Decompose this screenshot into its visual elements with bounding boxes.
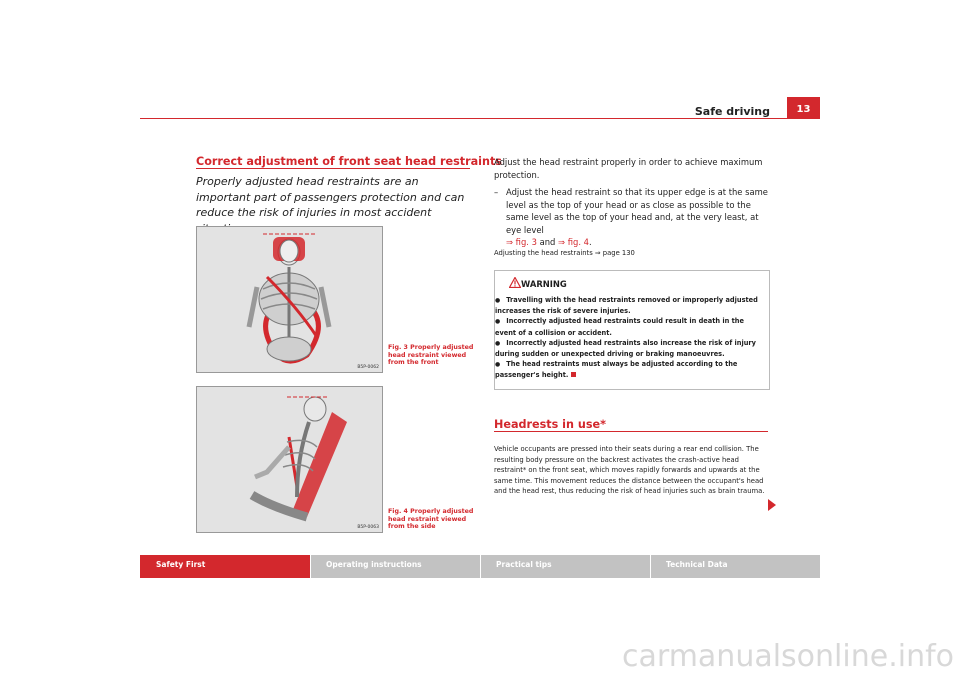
next-page-arrow-icon[interactable] (768, 499, 776, 511)
tab-practical-tips[interactable]: Practical tips (480, 555, 650, 578)
warning-box (494, 270, 770, 390)
section-lead: Properly adjusted head restraints are an important part of passengers protection and can reduce the risk of injuries in most accident (196, 175, 465, 219)
warning-item: ● Incorrectly adjusted head restraints could result in death in the event of a collision or accident. (495, 317, 744, 337)
bullet-icon: ● (495, 339, 501, 347)
step-text: Adjust the head restraint so that its upper edge is at the same level as the top of your head or as close as possible to the same level as the top of your head and, at the very least, at eye level (506, 187, 768, 235)
tab-divider (480, 555, 481, 578)
chapter-title: Safe driving (694, 105, 770, 118)
step-dash: – (494, 187, 499, 197)
section-title: Correct adjustment of front seat head restraints (196, 155, 502, 168)
watermark: carmanualsonline.info (622, 639, 954, 674)
section-body: Vehicle occupants are pressed into their seats during a rear end collision. The resulting body pressure on the backrest activates the crash-active head restraint* on the front seat, which moves rapidly forwards and upwards at the same time. This movement reduces the distance between the occupant's head and the head rest, thus reducing the risk of head injuries such as brain trauma. (494, 445, 765, 496)
figure-code: B5P-0063 (357, 525, 379, 530)
bullet-icon: ● (495, 297, 501, 304)
tab-divider (650, 555, 651, 578)
skeleton-side-illustration (197, 387, 382, 532)
step-end: . (588, 237, 592, 248)
tab-technical-data[interactable]: Technical Data (650, 555, 820, 578)
tab-safety-first[interactable]: Safety First (140, 555, 310, 578)
page-cross-reference[interactable]: Adjusting the head restraints ⇒ page 130 (494, 249, 635, 257)
section-title: Headrests in use* (494, 418, 606, 431)
footer-tabs (140, 555, 820, 578)
bullet-icon: ● (495, 318, 501, 326)
warning-triangle-icon (509, 277, 521, 288)
intro-paragraph: Adjust the head restraint properly in order to achieve maximum protection. (494, 157, 763, 180)
warning-title: WARNING (521, 279, 567, 289)
figure-4-caption: Fig. 4 Properly adjusted head restraint viewed from the side (388, 508, 474, 531)
tab-operating-instructions[interactable]: Operating instructions (310, 555, 480, 578)
figure-code: B5P-0062 (357, 365, 379, 370)
header-rule (140, 118, 820, 119)
fig-4-link[interactable]: ⇒ fig. 4 (558, 237, 589, 248)
fig-3-link[interactable]: ⇒ fig. 3 (506, 237, 537, 248)
figure-4-side-view (196, 386, 383, 533)
warning-item: ● The head restraints must always be adjusted according to the passenger's height. (495, 360, 738, 380)
skeleton-front-illustration (197, 227, 382, 372)
warning-item: ● Incorrectly adjusted head restraints also increase the risk of injury during sudden or unexpected driving or braking manoeuvres. (495, 338, 756, 359)
tab-divider (310, 555, 311, 578)
bullet-icon: ● (495, 361, 501, 369)
figure-3-caption: Fig. 3 Properly adjusted head restraint viewed from the front (388, 344, 474, 367)
and-word: and (539, 237, 556, 248)
warning-item: ● Travelling with the head restraints removed or improperly adjusted increases the risk of severe injuries. (495, 296, 758, 316)
section-rule (196, 168, 470, 169)
section-rule (494, 431, 768, 432)
figure-3-front-view (196, 226, 383, 373)
warning-list (495, 295, 767, 381)
instruction-step (494, 186, 774, 249)
page-number: 13 (796, 104, 811, 115)
end-mark-icon (571, 372, 576, 377)
